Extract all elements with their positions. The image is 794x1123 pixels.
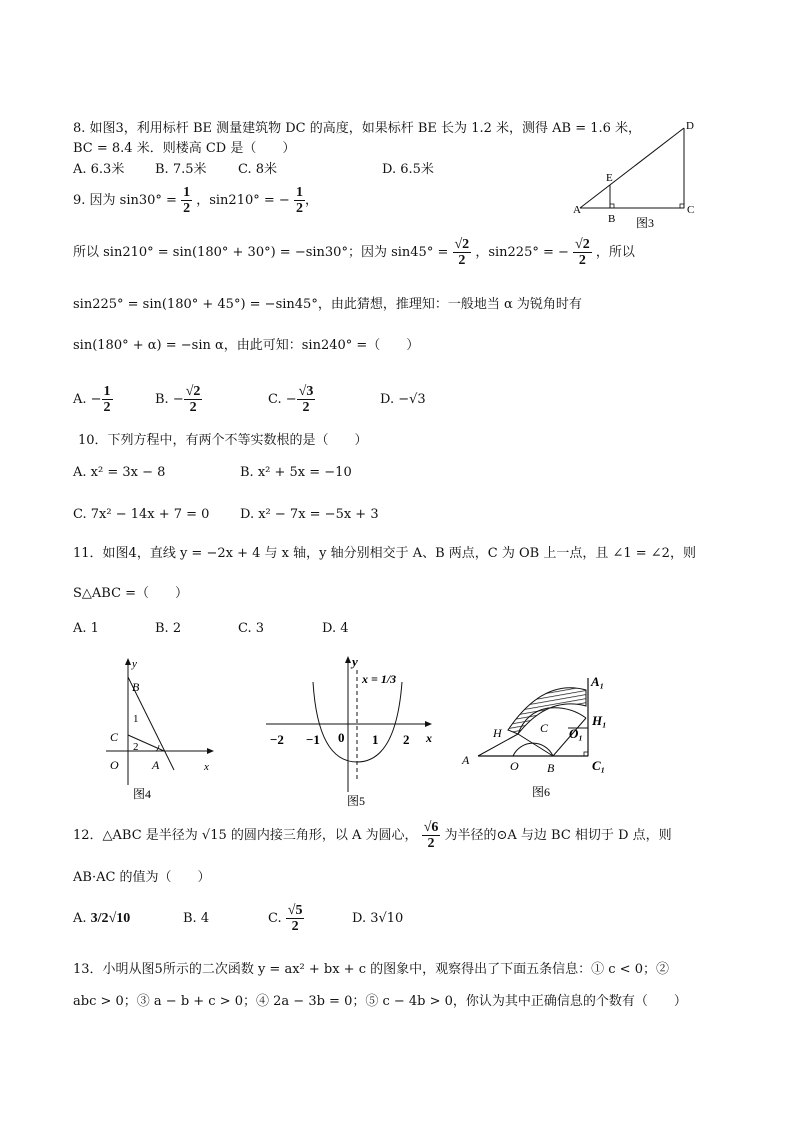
q12-option-c: C. $\frac{√5}{2}$ (268, 903, 303, 934)
q12-option-d: D. 3√10 (352, 911, 404, 926)
q9-option-b: B. − $\frac{√2}{2}$ (155, 384, 201, 415)
q10-option-a: A. x² = 3x − 8 (73, 465, 166, 480)
fig5-tick-neg1: −1 (306, 732, 320, 747)
fig4-label-c: C (110, 730, 119, 744)
fig5-label-x: x (426, 731, 432, 745)
q8-option-c: C. 8米 (238, 162, 278, 177)
q11-option-d: D. 4 (322, 621, 349, 636)
fig3-label-b: B (608, 213, 616, 225)
q10-stem: 10．下列方程中，有两个不等实数根的是（ ） (78, 433, 368, 448)
q10-option-c: C. 7x² − 14x + 7 = 0 (73, 507, 210, 522)
q9-line2: 所以 sin210° = sin(180° + 30°) = −sin30°；因为 sin45° = $\frac{√2}{2}$ ，sin225° = − $\frac{√2}{2}$ ，所以 (73, 237, 635, 268)
q8-line2: BC = 8.4 米．则楼高 CD 是（ ） (73, 141, 296, 156)
fig4-label-o: O (110, 758, 119, 772)
q9-option-a: A. − $\frac{1}{2}$ (73, 384, 111, 415)
figure-4 (100, 655, 230, 805)
fig5-tick-neg2: −2 (270, 732, 284, 747)
fig6-label-a: A (462, 753, 470, 767)
q12-line1: 12．△ABC 是半径为 √15 的圆内接三角形，以 A 为圆心， $\frac{√6}{2}$ 为半径的⊙A 与边 BC 相切于 D 点，则 (73, 820, 672, 851)
q8-line1: 8. 如图3，利用标杆 BE 测量建筑物 DC 的高度，如果标杆 BE 长为 1.2 米，测得 AB = 1.6 米， (73, 121, 642, 136)
fig6-label-h1: H₁ (592, 713, 607, 728)
fig6-label-a1: A₁ (591, 674, 605, 689)
q9-line4: sin(180° + α) = −sin α，由此可知：sin240° =（ ） (73, 338, 420, 353)
q9-option-c: C. − $\frac{√3}{2}$ (268, 384, 314, 415)
q11-stem2: S△ABC =（ ） (73, 586, 189, 601)
fig4-label-b: B (132, 680, 140, 694)
fig6-label-c: C (540, 721, 549, 735)
q9-line3: sin225° = sin(180° + 45°) = −sin45°，由此猜想，推理知：一般地当 α 为锐角时有 (73, 297, 582, 312)
q11-option-b: B. 2 (155, 621, 182, 636)
fig3-caption: 图3 (636, 216, 655, 230)
fig5-axis-label: x = 1/3 (362, 672, 397, 686)
figure-6 (458, 668, 618, 804)
q8-option-a: A. 6.3米 (73, 162, 125, 177)
q11-option-a: A. 1 (73, 621, 99, 636)
q11-stem: 11．如图4，直线 y = −2x + 4 与 x 轴，y 轴分别相交于 A、B 两点，C 为 OB 上一点，且 ∠1 = ∠2，则 (73, 546, 696, 561)
q10-option-d: D. x² − 7x = −5x + 3 (240, 507, 379, 522)
q8-option-d: D. 6.5米 (382, 162, 434, 177)
fig3-label-d: D (686, 120, 694, 132)
fig4-label-a: A (152, 758, 160, 772)
fig6-label-h: H (493, 726, 502, 740)
fig5-tick-1: 1 (372, 732, 379, 747)
q11-option-c: C. 3 (238, 621, 265, 636)
fig6-label-b: B (547, 761, 555, 775)
fig5-tick-2: 2 (403, 732, 410, 747)
fig5-tick-0: 0 (338, 730, 345, 745)
q9-line1: 9. 因为 sin30° = $\frac{1}{2}$ ，sin210° = − $\frac{1}{2}$ ， (73, 185, 318, 216)
q10-option-b: B. x² + 5x = −10 (240, 465, 352, 480)
fig4-caption: 图4 (133, 787, 152, 801)
figure-5 (262, 652, 442, 812)
fig5-caption: 图5 (347, 794, 366, 808)
fig6-label-o: O (510, 759, 519, 773)
fig4-label-2: 2 (133, 741, 139, 753)
fig6-caption: 图6 (532, 785, 551, 799)
q12-option-b: B. 4 (183, 911, 210, 926)
fig6-label-o1: O₁ (569, 726, 583, 741)
fig4-label-y: y (132, 658, 137, 670)
q13-line1: 13．小明从图5所示的二次函数 y = ax² + bx + c 的图象中，观察得出了下面五条信息：① c < 0；② (73, 962, 669, 977)
q9-option-d: D. −√3 (380, 392, 426, 407)
q12-line2: AB·AC 的值为（ ） (73, 870, 211, 885)
q8-option-b: B. 7.5米 (155, 162, 207, 177)
fig3-label-c: C (687, 204, 695, 216)
fig3-label-e: E (606, 172, 613, 184)
q13-line2: abc > 0；③ a − b + c > 0；④ 2a − 3b = 0；⑤ c − 4b > 0，你认为其中正确信息的个数有（ ） (73, 994, 687, 1009)
fig5-label-y: y (352, 654, 358, 669)
fig4-label-x: x (204, 761, 209, 773)
fig4-label-1: 1 (133, 713, 139, 725)
fig3-label-a: A (573, 204, 581, 216)
q12-option-a: A. 3/2√10 (73, 911, 131, 926)
fig6-label-c1: C₁ (592, 758, 606, 773)
figure-3 (570, 118, 700, 233)
